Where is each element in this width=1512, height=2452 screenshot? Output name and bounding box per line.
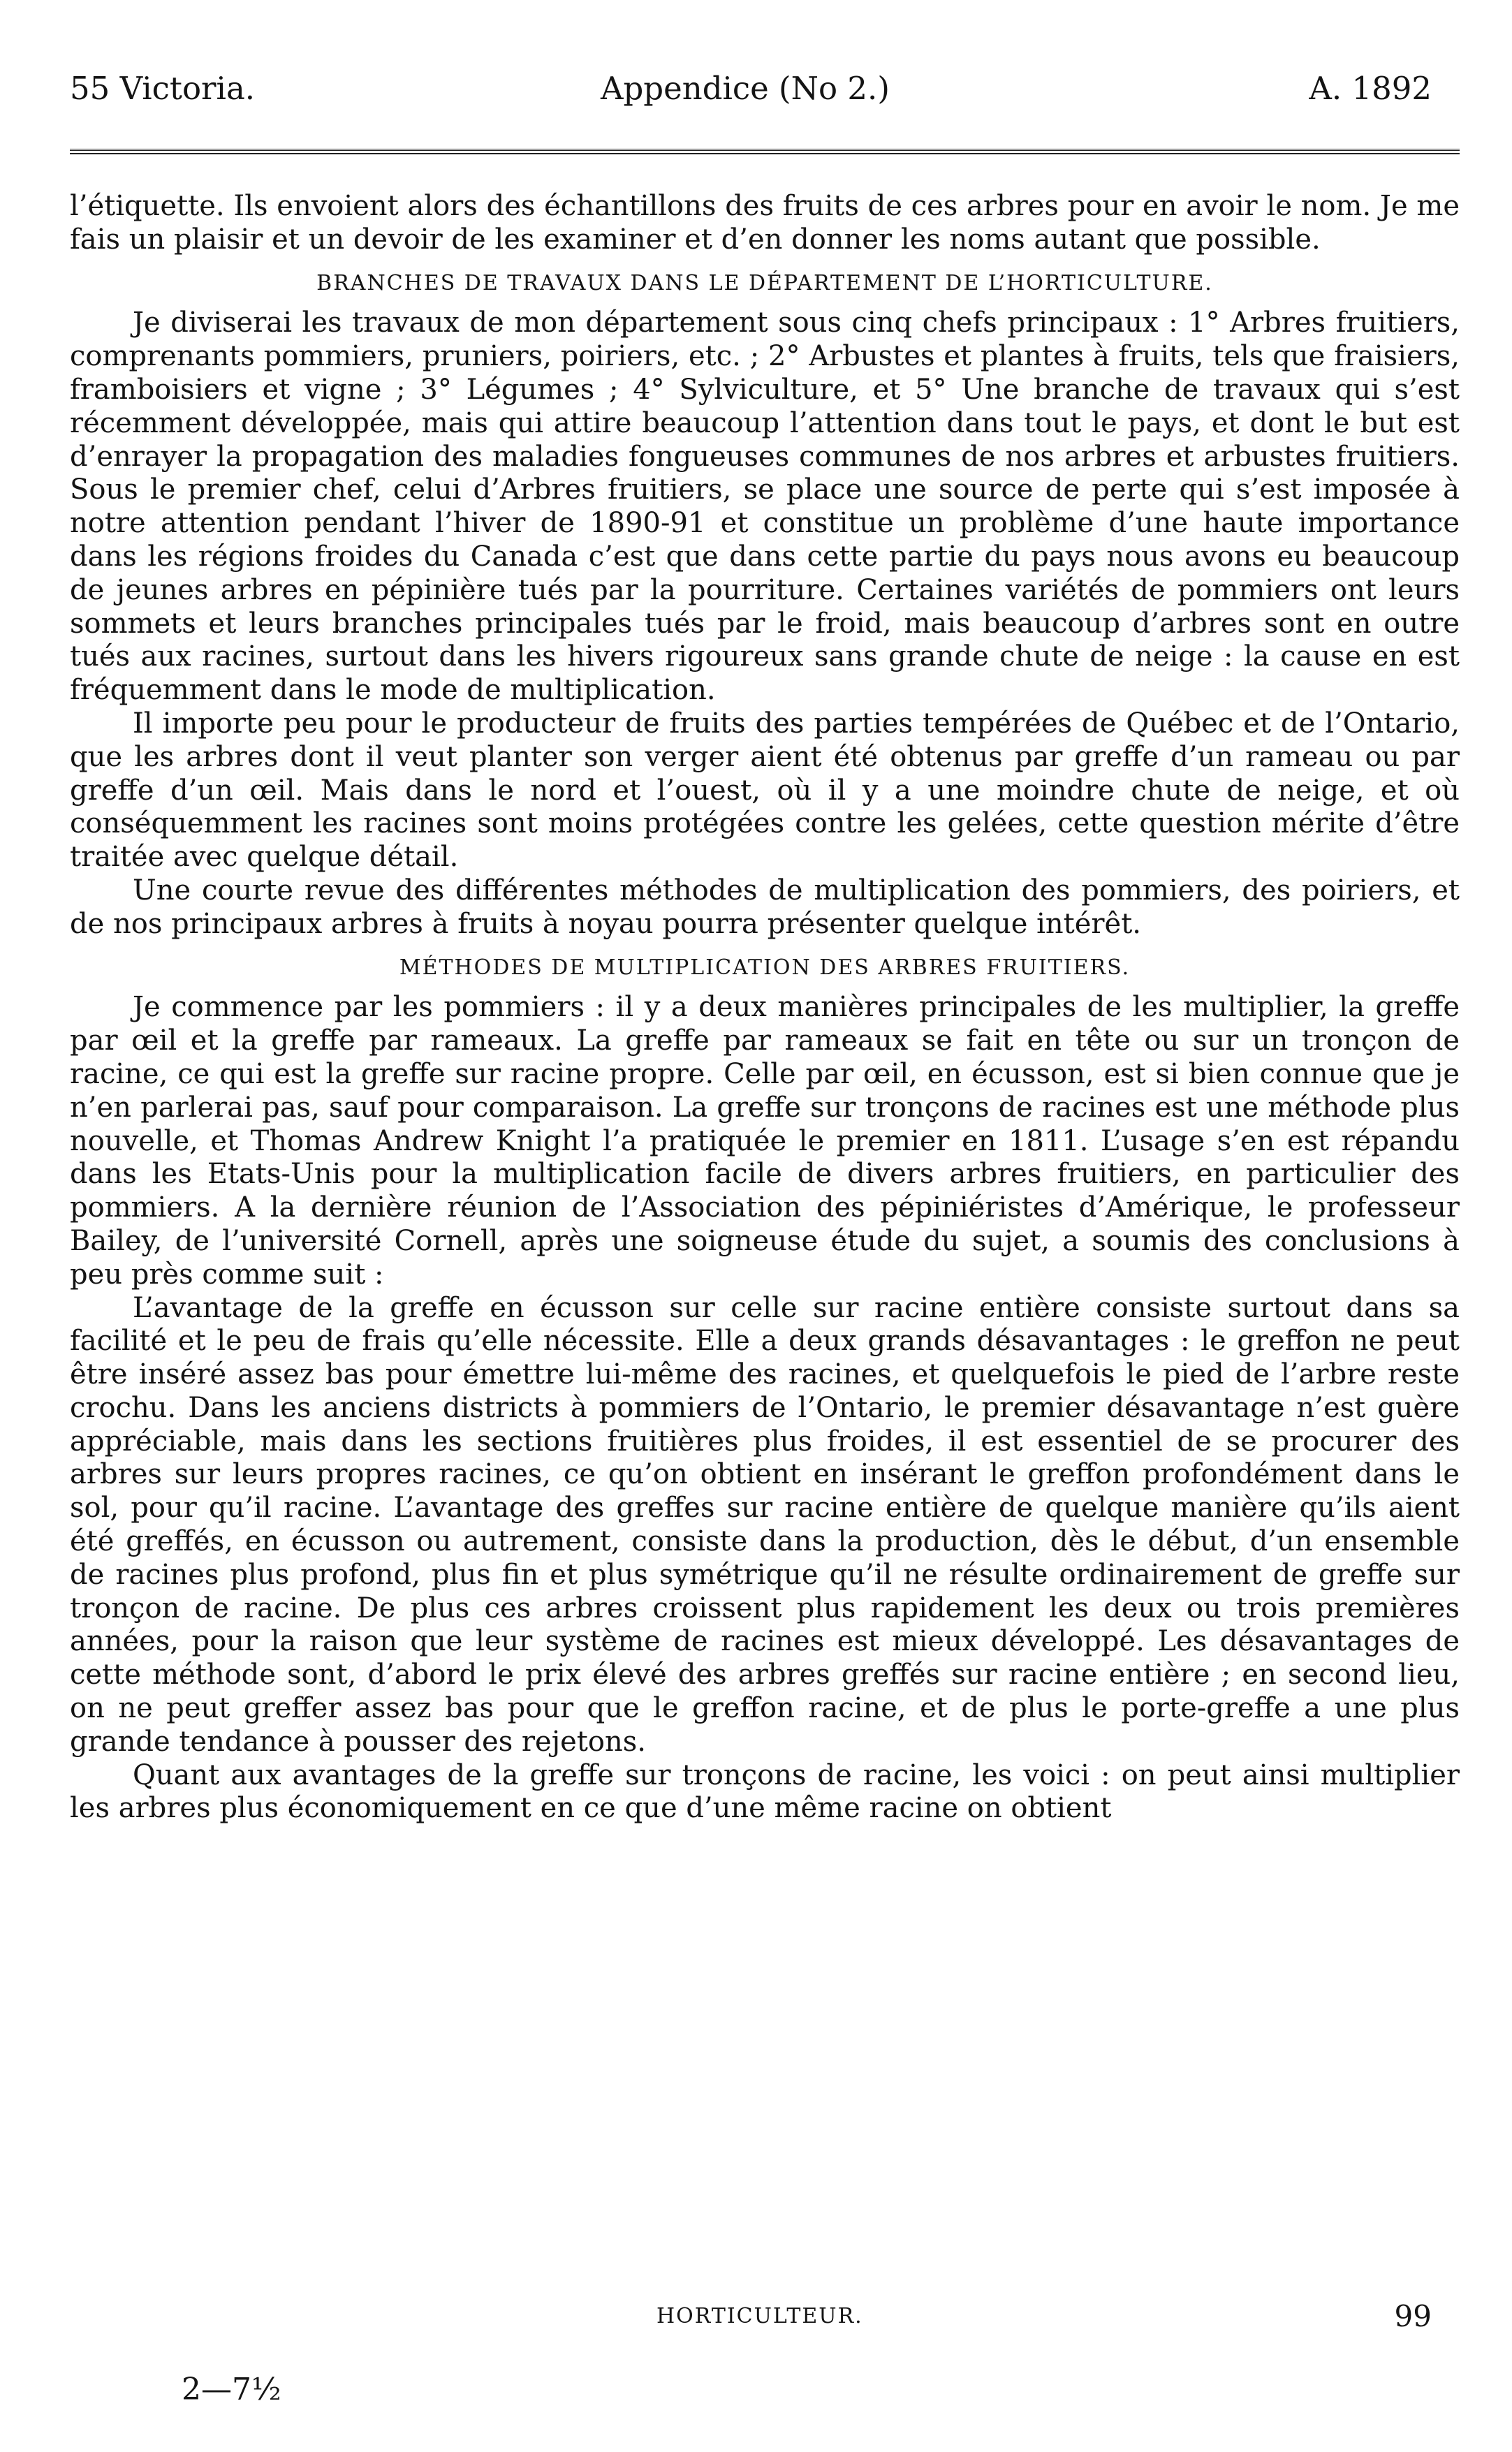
page-number: 99 bbox=[1394, 2299, 1432, 2333]
section-heading-branches: BRANCHES DE TRAVAUX DANS LE DÉPARTEMENT DE L’HORTICULTURE. bbox=[316, 270, 1213, 295]
paragraph: Je diviserai les travaux de mon département sous cinq chefs principaux : 1° Arbres fruitiers, comprenants pommiers, pruniers, poiriers, etc. ; 2° Arbustes et plantes à fruits, tels que fraisiers, framboisiers et vigne ; 3° Légumes ; 4° Sylviculture, et 5° Une branche de travaux qui s’est récemment développée, mais qui attire beaucoup l’attention dans tout le pays, et dont le but est d’enrayer la propagation des maladies fongueuses communes de nos arbres et arbustes fruitiers. Sous le premier chef, celui d’Arbres fruitiers, se place une source de perte qui s’est imposée à notre attention pendant l’hiver de 1890-91 et constitue un problème d’une haute importance dans les régions froides du Canada c’est que dans cette partie du pays nous avons eu beaucoup de jeunes arbres en pépinière tués par la pourriture. Certaines variétés de pommiers ont leurs sommets et leurs branches principales tués par le froid, mais beaucoup d’arbres sont en outre tués aux racines, surtout dans les hivers rigoureux sans grande chute de neige : la cause en est fréquemment dans le mode de multiplication. bbox=[70, 307, 1460, 707]
paragraph: L’avantage de la greffe en écusson sur celle sur racine entière consiste surtout dans sa facilité et le peu de frais qu’elle nécessite. Elle a deux grands désavantages : le greffon ne peut être inséré assez bas pour émettre lui-même des racines, et quelquefois le pied de l’arbre reste crochu. Dans les anciens districts à pommiers de l’Ontario, le premier désavantage n’est guère appréciable, mais dans les sections fruitières plus froides, il est essentiel de se procurer des arbres sur leurs propres racines, ce qu’on obtient en insérant le greffon profondément dans le sol, pour qu’il racine. L’avantage des greffes sur racine entière de quelque manière qu’ils aient été greffés, en écusson ou autrement, consiste dans la production, dès le début, d’un ensemble de racines plus profond, plus fin et plus symétrique qu’il ne résulte ordinairement de greffe sur tronçon de racine. De plus ces arbres croissent plus rapidement les deux ou trois premières années, pour la raison que leur système de racines est mieux développé. Les désavantages de cette méthode sont, d’abord le prix élevé des arbres greffés sur racine entière ; en second lieu, on ne peut greffer assez bas pour que le greffon racine, et de plus le porte-greffe a une plus grande tendance à pousser des rejetons. bbox=[70, 1291, 1460, 1758]
paragraph: Il importe peu pour le producteur de fruits des parties tempérées de Québec et de l’Ontario, que les arbres dont il veut planter son verger aient été obtenus par greffe d’un rameau ou par greffe d’un œil. Mais dans le nord et l’ouest, où il y a une moindre chute de neige, et où conséquemment les racines sont moins protégées contre les gelées, cette question mérite d’être traitée avec quelque détail. bbox=[70, 707, 1460, 874]
header-session: 55 Victoria. bbox=[70, 70, 256, 107]
printer-signature-mark: 2—7½ bbox=[182, 2372, 281, 2407]
paragraph: Je commence par les pommiers : il y a deux manières principales de les multiplier, la greffe par œil et la greffe par rameaux. La greffe par rameaux se fait en tête ou sur un tronçon de racine, ce qui est la greffe sur racine propre. Celle par œil, en écusson, est si bien connue que je n’en parlerai pas, sauf pour comparaison. La greffe sur tronçons de racines est une méthode plus nouvelle, et Thomas Andrew Knight l’a pratiquée le premier en 1811. L’usage s’en est répandu dans les Etats-Unis pour la multiplication facile de divers arbres fruitiers, en particulier des pommiers. A la dernière réunion de l’Association des pépiniéristes d’Amérique, le professeur Bailey, de l’université Cornell, après une soigneuse étude du sujet, a soumis des conclusions à peu près comme suit : bbox=[70, 991, 1460, 1291]
section-heading-methods: MÉTHODES DE MULTIPLICATION DES ARBRES FRUITIERS. bbox=[399, 955, 1131, 980]
body-text bbox=[70, 190, 1460, 1826]
paragraph-continuation: l’étiquette. Ils envoient alors des échantillons des fruits de ces arbres pour en avoir le nom. Je me fais un plaisir et un devoir de les examiner et d’en donner les noms autant que possible. bbox=[70, 190, 1460, 256]
running-header bbox=[70, 64, 1460, 113]
paragraph: Quant aux avantages de la greffe sur tronçons de racine, les voici : on peut ainsi multiplier les arbres plus économiquement en ce que d’une même racine on obtient bbox=[70, 1759, 1460, 1825]
header-appendix: Appendice (No 2.) bbox=[601, 70, 890, 107]
running-footer bbox=[70, 2299, 1460, 2341]
paragraph: Une courte revue des différentes méthodes de multiplication des pommiers, des poiriers, et de nos principaux arbres à fruits à noyau pourra présenter quelque intérêt. bbox=[70, 874, 1460, 940]
document-page bbox=[70, 0, 1460, 2452]
footer-section-title: HORTICULTEUR. bbox=[656, 2304, 863, 2328]
header-year: A. 1892 bbox=[1309, 70, 1432, 107]
header-rule bbox=[70, 149, 1460, 154]
